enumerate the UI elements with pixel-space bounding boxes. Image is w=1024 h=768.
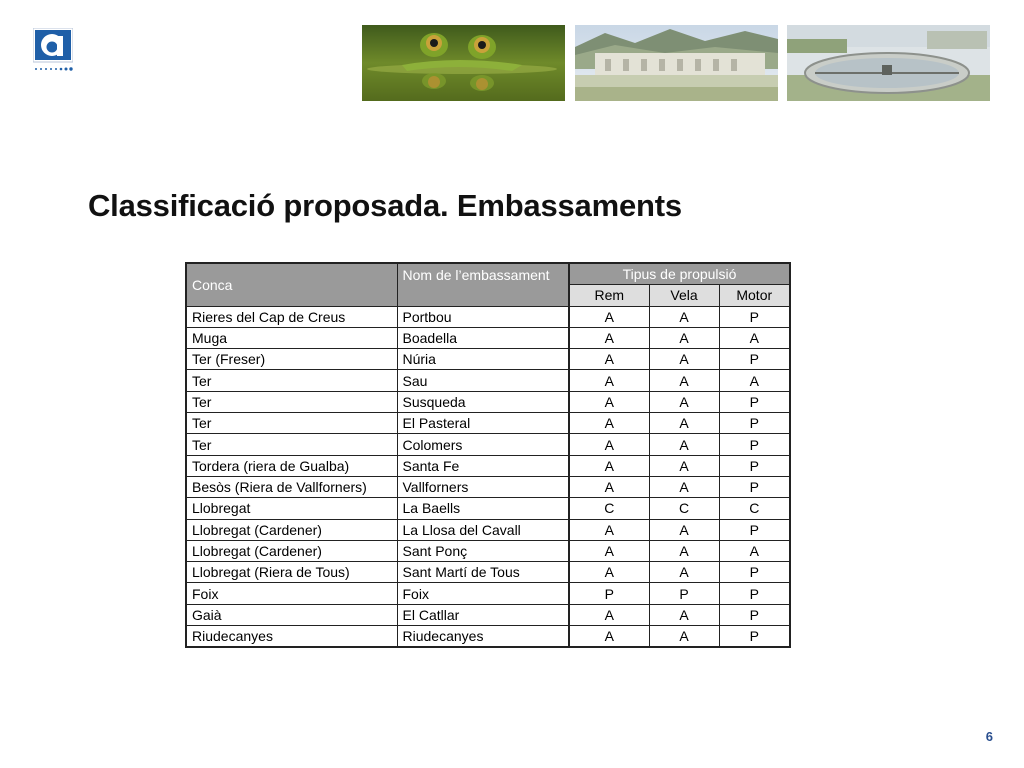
page-title: Classificació proposada. Embassaments	[88, 188, 682, 223]
cell-nom-embassament: Núria	[397, 349, 569, 370]
cell-conca: Riudecanyes	[186, 626, 397, 648]
cell-vela: P	[649, 583, 719, 604]
cell-nom-embassament: Boadella	[397, 327, 569, 348]
cell-rem: A	[569, 604, 649, 625]
header-tipus-propulsio: Tipus de propulsió	[569, 263, 790, 285]
cell-nom-embassament: Sau	[397, 370, 569, 391]
cell-conca: Besòs (Riera de Vallforners)	[186, 476, 397, 497]
reservoir-classification-table	[185, 262, 791, 648]
cell-conca: Ter (Freser)	[186, 349, 397, 370]
cell-conca: Muga	[186, 327, 397, 348]
cell-rem: A	[569, 306, 649, 327]
table-row	[186, 562, 790, 583]
header-vela: Vela	[649, 285, 719, 306]
cell-vela: A	[649, 604, 719, 625]
cell-nom-embassament: Riudecanyes	[397, 626, 569, 648]
cell-motor: P	[719, 306, 790, 327]
cell-rem: A	[569, 391, 649, 412]
cell-rem: A	[569, 327, 649, 348]
cell-conca: Ter	[186, 391, 397, 412]
cell-nom-embassament: Vallforners	[397, 476, 569, 497]
dam-reservoir-photo	[575, 25, 778, 101]
table-row	[186, 327, 790, 348]
cell-conca: Ter	[186, 370, 397, 391]
cell-motor: P	[719, 434, 790, 455]
cell-vela: C	[649, 498, 719, 519]
table-row	[186, 306, 790, 327]
cell-vela: A	[649, 540, 719, 561]
cell-rem: A	[569, 370, 649, 391]
cell-motor: P	[719, 626, 790, 648]
cell-conca: Llobregat	[186, 498, 397, 519]
table-row	[186, 455, 790, 476]
cell-conca: Llobregat (Riera de Tous)	[186, 562, 397, 583]
cell-rem: A	[569, 413, 649, 434]
cell-conca: Gaià	[186, 604, 397, 625]
table-row	[186, 391, 790, 412]
table-body	[186, 306, 790, 647]
cell-conca: Foix	[186, 583, 397, 604]
cell-nom-embassament: Sant Martí de Tous	[397, 562, 569, 583]
cell-vela: A	[649, 306, 719, 327]
cell-vela: A	[649, 626, 719, 648]
table-row	[186, 476, 790, 497]
table-row	[186, 519, 790, 540]
cell-rem: A	[569, 434, 649, 455]
cell-vela: A	[649, 370, 719, 391]
cell-motor: P	[719, 413, 790, 434]
cell-nom-embassament: Sant Ponç	[397, 540, 569, 561]
cell-rem: A	[569, 519, 649, 540]
header-nom-embassament: Nom de l’embassament	[397, 263, 569, 306]
agency-a-logo-icon	[33, 28, 73, 74]
page-number: 6	[985, 729, 993, 744]
cell-nom-embassament: Foix	[397, 583, 569, 604]
cell-vela: A	[649, 455, 719, 476]
table-row	[186, 349, 790, 370]
cell-conca: Rieres del Cap de Creus	[186, 306, 397, 327]
cell-motor: A	[719, 540, 790, 561]
cell-rem: A	[569, 476, 649, 497]
cell-motor: P	[719, 583, 790, 604]
table-row	[186, 604, 790, 625]
cell-motor: A	[719, 327, 790, 348]
cell-conca: Ter	[186, 434, 397, 455]
cell-rem: C	[569, 498, 649, 519]
cell-nom-embassament: La Baells	[397, 498, 569, 519]
cell-nom-embassament: El Catllar	[397, 604, 569, 625]
agency-logo	[33, 28, 73, 74]
cell-vela: A	[649, 327, 719, 348]
cell-motor: P	[719, 519, 790, 540]
table-row	[186, 626, 790, 648]
table-row	[186, 413, 790, 434]
cell-motor: P	[719, 349, 790, 370]
table-row	[186, 434, 790, 455]
cell-motor: P	[719, 391, 790, 412]
cell-motor: P	[719, 455, 790, 476]
cell-motor: P	[719, 604, 790, 625]
cell-nom-embassament: Susqueda	[397, 391, 569, 412]
header-rem: Rem	[569, 285, 649, 306]
cell-rem: A	[569, 455, 649, 476]
table-row	[186, 370, 790, 391]
cell-rem: A	[569, 349, 649, 370]
water-treatment-tank-photo	[787, 25, 990, 101]
cell-vela: A	[649, 476, 719, 497]
cell-rem: A	[569, 562, 649, 583]
cell-nom-embassament: La Llosa del Cavall	[397, 519, 569, 540]
cell-motor: P	[719, 476, 790, 497]
cell-rem: P	[569, 583, 649, 604]
cell-conca: Llobregat (Cardener)	[186, 540, 397, 561]
cell-motor: C	[719, 498, 790, 519]
cell-rem: A	[569, 540, 649, 561]
cell-vela: A	[649, 519, 719, 540]
header-motor: Motor	[719, 285, 790, 306]
frog-in-water-photo	[362, 25, 565, 101]
cell-nom-embassament: Santa Fe	[397, 455, 569, 476]
cell-conca: Ter	[186, 413, 397, 434]
cell-vela: A	[649, 562, 719, 583]
cell-nom-embassament: El Pasteral	[397, 413, 569, 434]
cell-motor: P	[719, 562, 790, 583]
cell-nom-embassament: Portbou	[397, 306, 569, 327]
cell-vela: A	[649, 391, 719, 412]
cell-vela: A	[649, 413, 719, 434]
cell-conca: Llobregat (Cardener)	[186, 519, 397, 540]
cell-conca: Tordera (riera de Gualba)	[186, 455, 397, 476]
cell-vela: A	[649, 349, 719, 370]
cell-motor: A	[719, 370, 790, 391]
table-row	[186, 540, 790, 561]
table-row	[186, 498, 790, 519]
header-conca: Conca	[186, 263, 397, 306]
table-row	[186, 583, 790, 604]
cell-nom-embassament: Colomers	[397, 434, 569, 455]
cell-vela: A	[649, 434, 719, 455]
cell-rem: A	[569, 626, 649, 648]
